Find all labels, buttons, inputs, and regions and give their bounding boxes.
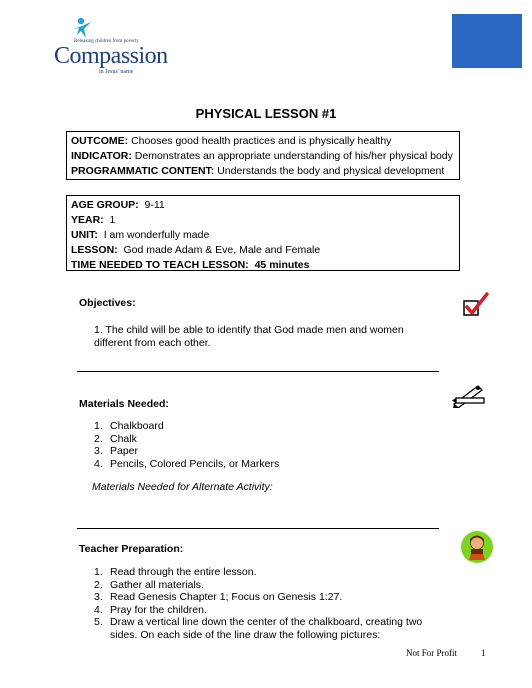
unit-row — [71, 228, 455, 243]
list-item-number: 1. — [94, 420, 103, 432]
list-item — [94, 566, 422, 579]
lesson-info-box — [66, 195, 460, 271]
outcome-row — [71, 134, 455, 149]
age-label: AGE GROUP: — [71, 199, 139, 211]
list-item-text: Gather all materials. — [110, 578, 204, 591]
blue-graphic-block — [452, 14, 522, 68]
divider — [77, 528, 439, 529]
age-row — [71, 198, 455, 213]
list-item-number: 3. — [94, 591, 103, 603]
list-item-text: Pray for the children. — [110, 603, 207, 616]
list-item-text: Read through the entire lesson. — [110, 566, 257, 578]
list-item-text: Chalk — [110, 432, 137, 445]
checkbox-check-icon — [462, 292, 490, 318]
list-item-continuation — [94, 629, 422, 642]
age-value: 9-11 — [144, 199, 165, 211]
lesson-label: LESSON: — [71, 244, 118, 256]
list-item-number: 5. — [94, 616, 103, 628]
list-item-text: sides. On each side of the line draw the following pictures: — [110, 628, 381, 641]
unit-label: UNIT: — [71, 229, 98, 241]
teacher-icon — [460, 530, 494, 564]
indicator-value: Demonstrates an appropriate understanding of his/her physical body — [134, 150, 453, 162]
logo-subtitle: in Jesus' name — [99, 69, 134, 75]
list-item-text: Read Genesis Chapter 1; Focus on Genesis 1:27. — [110, 591, 343, 603]
objective-item-1 — [94, 324, 404, 350]
preparation-list — [94, 566, 422, 641]
logo-tagline: Releasing children from poverty — [74, 39, 139, 44]
year-label: YEAR: — [71, 214, 104, 226]
list-item-text: Pencils, Colored Pencils, or Markers — [110, 457, 280, 470]
lesson-row — [71, 243, 455, 258]
materials-list — [94, 420, 279, 470]
alternate-materials-label: Materials Needed for Alternate Activity: — [92, 481, 273, 493]
page-title: PHYSICAL LESSON #1 — [195, 106, 337, 121]
list-item-number: 2. — [94, 432, 103, 445]
list-item — [94, 458, 279, 471]
figure-icon — [72, 17, 94, 39]
objective-line-2: different from each other. — [94, 337, 211, 349]
list-item — [94, 433, 279, 446]
pencils-icon — [452, 382, 486, 408]
year-value: 1 — [109, 214, 116, 226]
compassion-logo — [52, 17, 168, 75]
list-item — [94, 604, 422, 617]
time-label: TIME NEEDED TO TEACH LESSON: — [71, 259, 249, 271]
list-item-number: 1. — [94, 566, 103, 578]
list-item — [94, 616, 422, 629]
list-item — [94, 591, 422, 604]
outcome-label: OUTCOME: — [71, 135, 129, 147]
list-item-text: Chalkboard — [110, 420, 164, 432]
content-value: Understands the body and physical development — [217, 165, 445, 177]
divider — [77, 371, 439, 372]
outcome-value: Chooses good health practices and is physically healthy — [131, 135, 392, 147]
list-item — [94, 579, 422, 592]
time-row — [71, 258, 455, 273]
list-item-number: 2. — [94, 578, 103, 591]
list-item — [94, 445, 279, 458]
preparation-heading: Teacher Preparation: — [79, 543, 184, 555]
objective-line-1: 1. The child will be able to identify that God made men and women — [94, 324, 404, 336]
objectives-heading: Objectives: — [79, 297, 136, 309]
content-label: PROGRAMMATIC CONTENT: — [71, 165, 215, 177]
outcome-box — [66, 131, 460, 180]
list-item-text: Draw a vertical line down the center of the chalkboard, creating two — [110, 616, 423, 628]
content-row — [71, 164, 455, 179]
footer-label: Not For Profit — [406, 648, 458, 658]
list-item-text: Paper — [110, 445, 139, 457]
indicator-label: INDICATOR: — [71, 150, 132, 162]
unit-value: I am wonderfully made — [103, 229, 210, 241]
page-number: 1 — [481, 648, 486, 658]
list-item-number: 4. — [94, 457, 103, 470]
list-item-number: 3. — [94, 445, 103, 457]
year-row — [71, 213, 455, 228]
indicator-row — [71, 149, 455, 164]
time-value: 45 minutes — [254, 259, 310, 271]
logo-brand: Compassion — [54, 43, 168, 69]
materials-heading: Materials Needed: — [79, 398, 169, 410]
list-item — [94, 420, 279, 433]
list-item-number: 4. — [94, 603, 103, 616]
lesson-value: God made Adam & Eve, Male and Female — [123, 244, 321, 256]
